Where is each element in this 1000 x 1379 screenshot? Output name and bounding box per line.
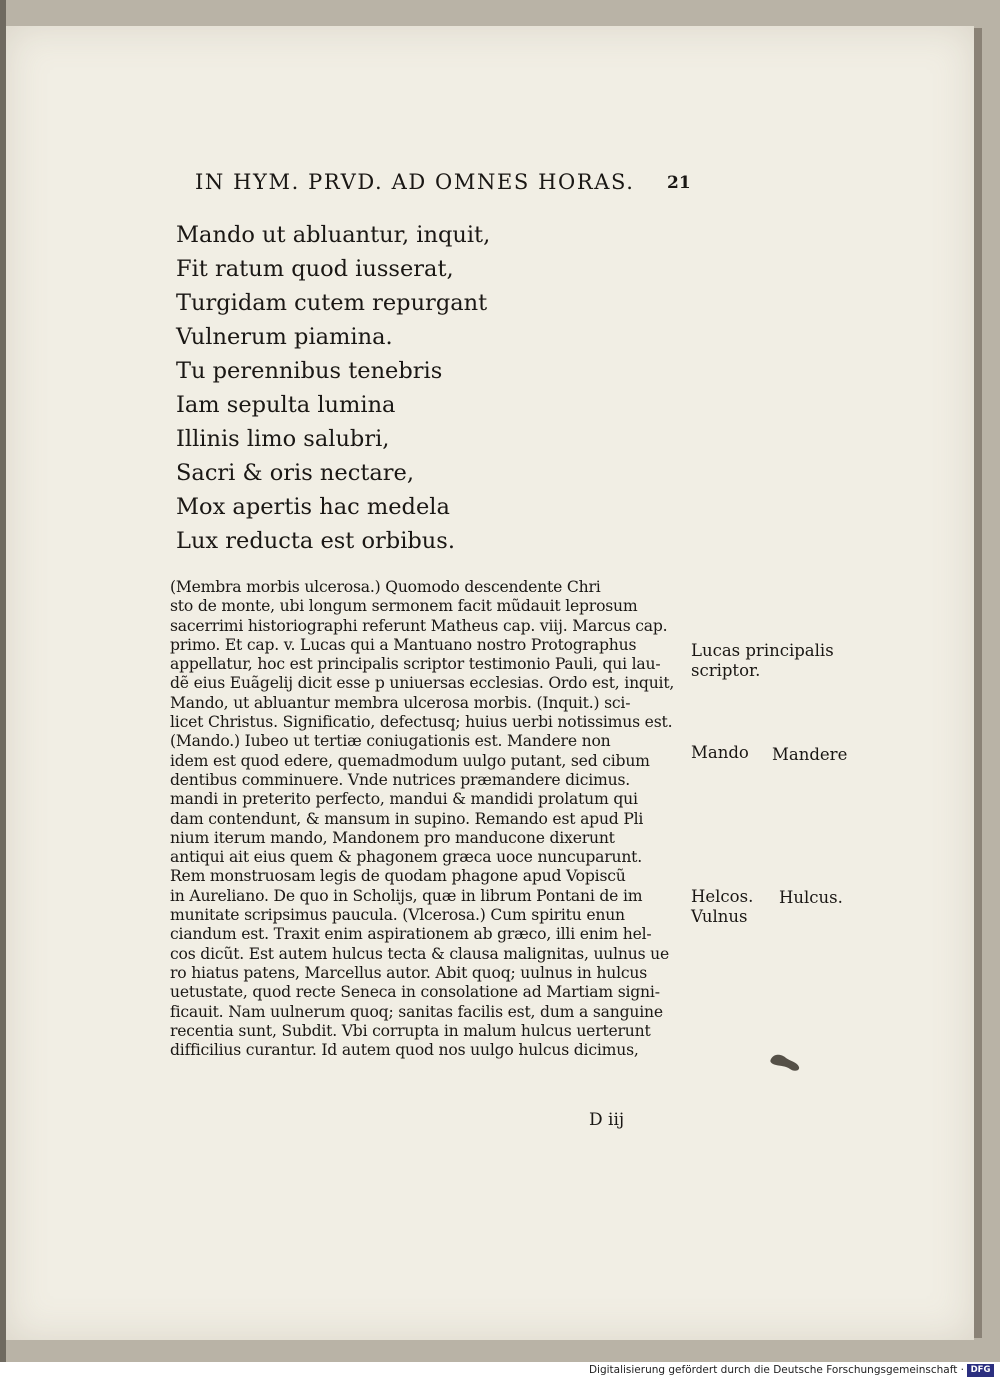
digitization-credit: Digitalisierung gefördert durch die Deutsche Forschungsgemeinschaft · [588,1364,964,1376]
commentary-line: idem est quod edere, quemadmodum uulgo putant, sed cibum [170,751,650,770]
commentary-line: nium iterum mando, Mandonem pro manducone dixerunt [170,828,615,847]
commentary-line: Mando, ut abluantur membra ulcerosa morbis. (Inquit.) sci- [170,693,631,712]
dfg-logo: DFG [967,1364,994,1377]
verse-line: Lux reducta est orbibus. [176,528,455,554]
commentary-line: munitate scripsimus paucula. (Vlcerosa.) Cum spiritu enun [170,906,625,925]
verse-line: Vulnerum piamina. [176,324,393,350]
marginal-note-vulnus-line: Vulnus [691,907,748,926]
folio-number: 21 [667,173,691,193]
commentary-line: ro hiatus patens, Marcellus autor. Abit quoq; uulnus in hulcus [170,963,648,982]
verse-line: Tu perennibus tenebris [176,358,443,384]
marginal-note-mando: Mando [691,743,749,762]
signature-mark: D iij [589,1110,625,1130]
commentary-line: uetustate, quod recte Seneca in consolatione ad Martiam signi- [170,983,660,1002]
verse-line: Sacri & oris nectare, [176,460,414,486]
commentary-line: difficilius curantur. Id autem quod nos uulgo hulcus dicimus, [170,1041,639,1060]
commentary-line: cos dicũt. Est autem hulcus tecta & clausa malignitas, uulnus ue [170,944,670,963]
verse-line: Illinis limo salubri, [176,426,390,452]
marginal-note-mandere: Mandere [772,745,848,764]
marginal-note-lucas-line: Lucas principalis [691,641,834,660]
commentary-block [170,578,680,1060]
ink-blot [768,1050,802,1074]
marginal-note-helcos [691,887,753,927]
commentary-line: recentia sunt, Subdit. Vbi corrupta in malum hulcus uerterunt [170,1021,651,1040]
commentary-line: ciandum est. Traxit enim aspirationem ab græco, illi enim hel- [170,925,652,944]
commentary-line: antiqui ait eius quem & phagonem græca uoce nuncuparunt. [170,848,643,867]
running-head: IN HYM. PRVD. AD OMNES HORAS. [195,170,635,194]
commentary-line: dam contendunt, & mansum in supino. Remando est apud Pli [170,809,644,828]
verse-line: Iam sepulta lumina [176,392,396,418]
commentary-line: primo. Et cap. v. Lucas qui a Mantuano nostro Protographus [170,635,637,654]
marginal-note-lucas [691,641,834,681]
commentary-line: in Aureliano. De quo in Scholijs, quæ in librum Pontani de im [170,886,643,905]
commentary-line: ficauit. Nam uulnerum quoq; sanitas facilis est, dum a sanguine [170,1002,663,1021]
scan-right-edge [974,28,982,1338]
marginal-note-hulcus: Hulcus. [779,888,843,907]
commentary-line: dentibus comminuere. Vnde nutrices præmandere dicimus. [170,770,631,789]
commentary-line: sto de monte, ubi longum sermonem facit mũdauit leprosum [170,597,638,616]
verse-line: Mox apertis hac medela [176,494,450,520]
verse-line: Turgidam cutem repurgant [176,290,488,316]
marginal-note-lucas-line: scriptor. [691,661,761,680]
commentary-line: (Membra morbis ulcerosa.) Quomodo descendente Chri [170,578,601,596]
commentary-line: mandi in preterito perfecto, mandui & mandidi prolatum qui [170,790,638,809]
commentary-line: sacerrimi historiographi referunt Matheus cap. viij. Marcus cap. [170,616,668,635]
commentary-line: dẽ eius Euãgelij dicit esse p uniuersas ecclesias. Ordo est, inquit, [170,674,675,693]
verse-block [176,218,491,558]
commentary-line: (Mando.) Iubeo ut tertiæ coniugationis est. Mandere non [170,732,611,751]
commentary-line: Rem monstruosam legis de quodam phagone apud Vopiscũ [170,867,626,886]
verse-line: Mando ut abluantur, inquit, [176,222,491,248]
marginal-note-helcos-line: Helcos. [691,887,754,906]
commentary-line: appellatur, hoc est principalis scriptor testimonio Pauli, qui lau- [170,655,661,674]
verse-line: Fit ratum quod iusserat, [176,256,454,282]
commentary-line: licet Christus. Significatio, defectusq; huius uerbi notissimus est. [170,713,673,732]
